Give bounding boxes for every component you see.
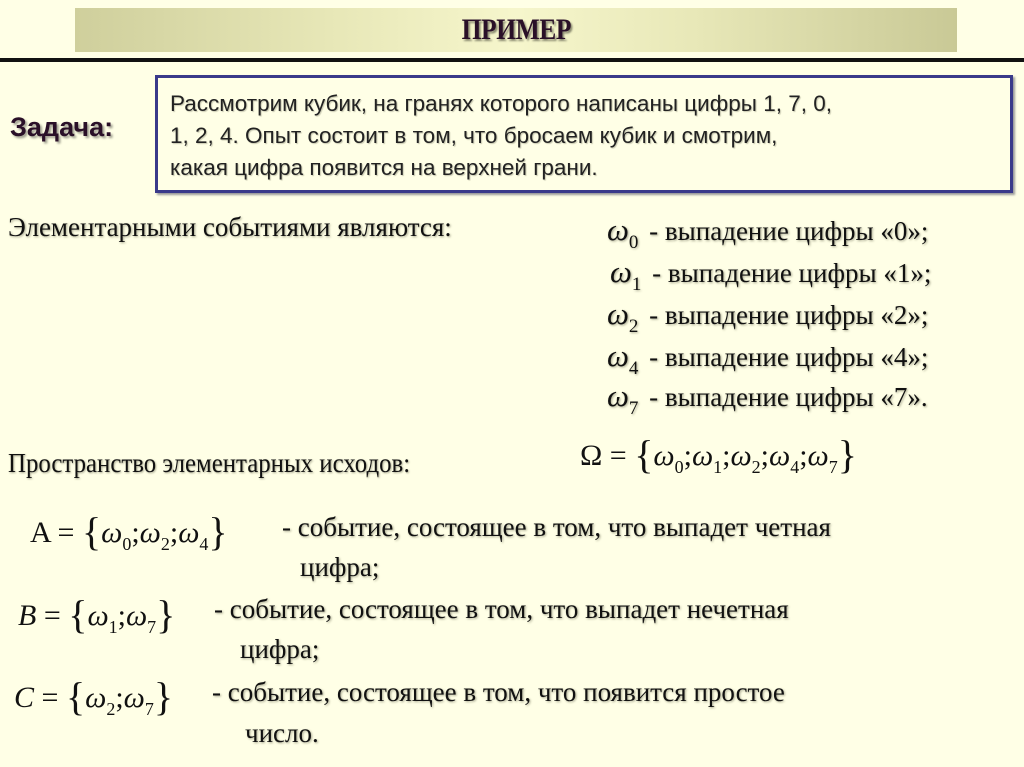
set-c-description: - событие, состоящее в том, что появится простое xyxy=(212,677,785,707)
space-formula: $\Omega = \{\omega_0;\omega_1;\omega_2;\omega_4;\omega_7\}$ xyxy=(580,432,857,477)
set-a-formula: $A = \{\omega_0;\omega_2;\omega_4\}$ xyxy=(30,509,228,554)
set-c-formula: $C = \{\omega_2;\omega_7\}$ xyxy=(14,674,174,719)
title-bar xyxy=(75,8,957,52)
title-divider xyxy=(0,58,1024,62)
task-line: какая цифра появится на верхней грани. xyxy=(170,155,598,180)
elementary-event: $\omega_7$ - выпадение цифры «7». xyxy=(607,378,928,419)
elementary-label: Элементарными событиями являются: xyxy=(8,212,452,242)
elementary-event: $\omega_1$ - выпадение цифры «1»; xyxy=(610,254,932,295)
elementary-event: $\omega_2$ - выпадение цифры «2»; xyxy=(607,296,929,337)
space-label: Пространство элементарных исходов: xyxy=(8,448,411,478)
set-b-description: - событие, состоящее в том, что выпадет нечетная xyxy=(214,594,789,624)
task-label: Задача: xyxy=(10,112,114,142)
elementary-event: $\omega_0$ - выпадение цифры «0»; xyxy=(607,212,929,253)
task-line: Рассмотрим кубик, на гранях которого написаны цифры 1, 7, 0, xyxy=(170,91,832,116)
task-line: 1, 2, 4. Опыт состоит в том, что бросаем кубик и смотрим, xyxy=(170,123,778,148)
set-a-description: - событие, состоящее в том, что выпадет четная xyxy=(282,512,831,542)
elementary-event: $\omega_4$ - выпадение цифры «4»; xyxy=(607,338,929,379)
set-b-formula: $B = \{\omega_1;\omega_7\}$ xyxy=(18,592,176,637)
page-title: ПРИМЕР xyxy=(461,13,571,46)
task-box xyxy=(155,75,1013,193)
set-b-description-cont: цифра; xyxy=(240,634,320,664)
set-a-description-cont: цифра; xyxy=(300,552,380,582)
set-c-description-cont: число. xyxy=(245,718,319,748)
